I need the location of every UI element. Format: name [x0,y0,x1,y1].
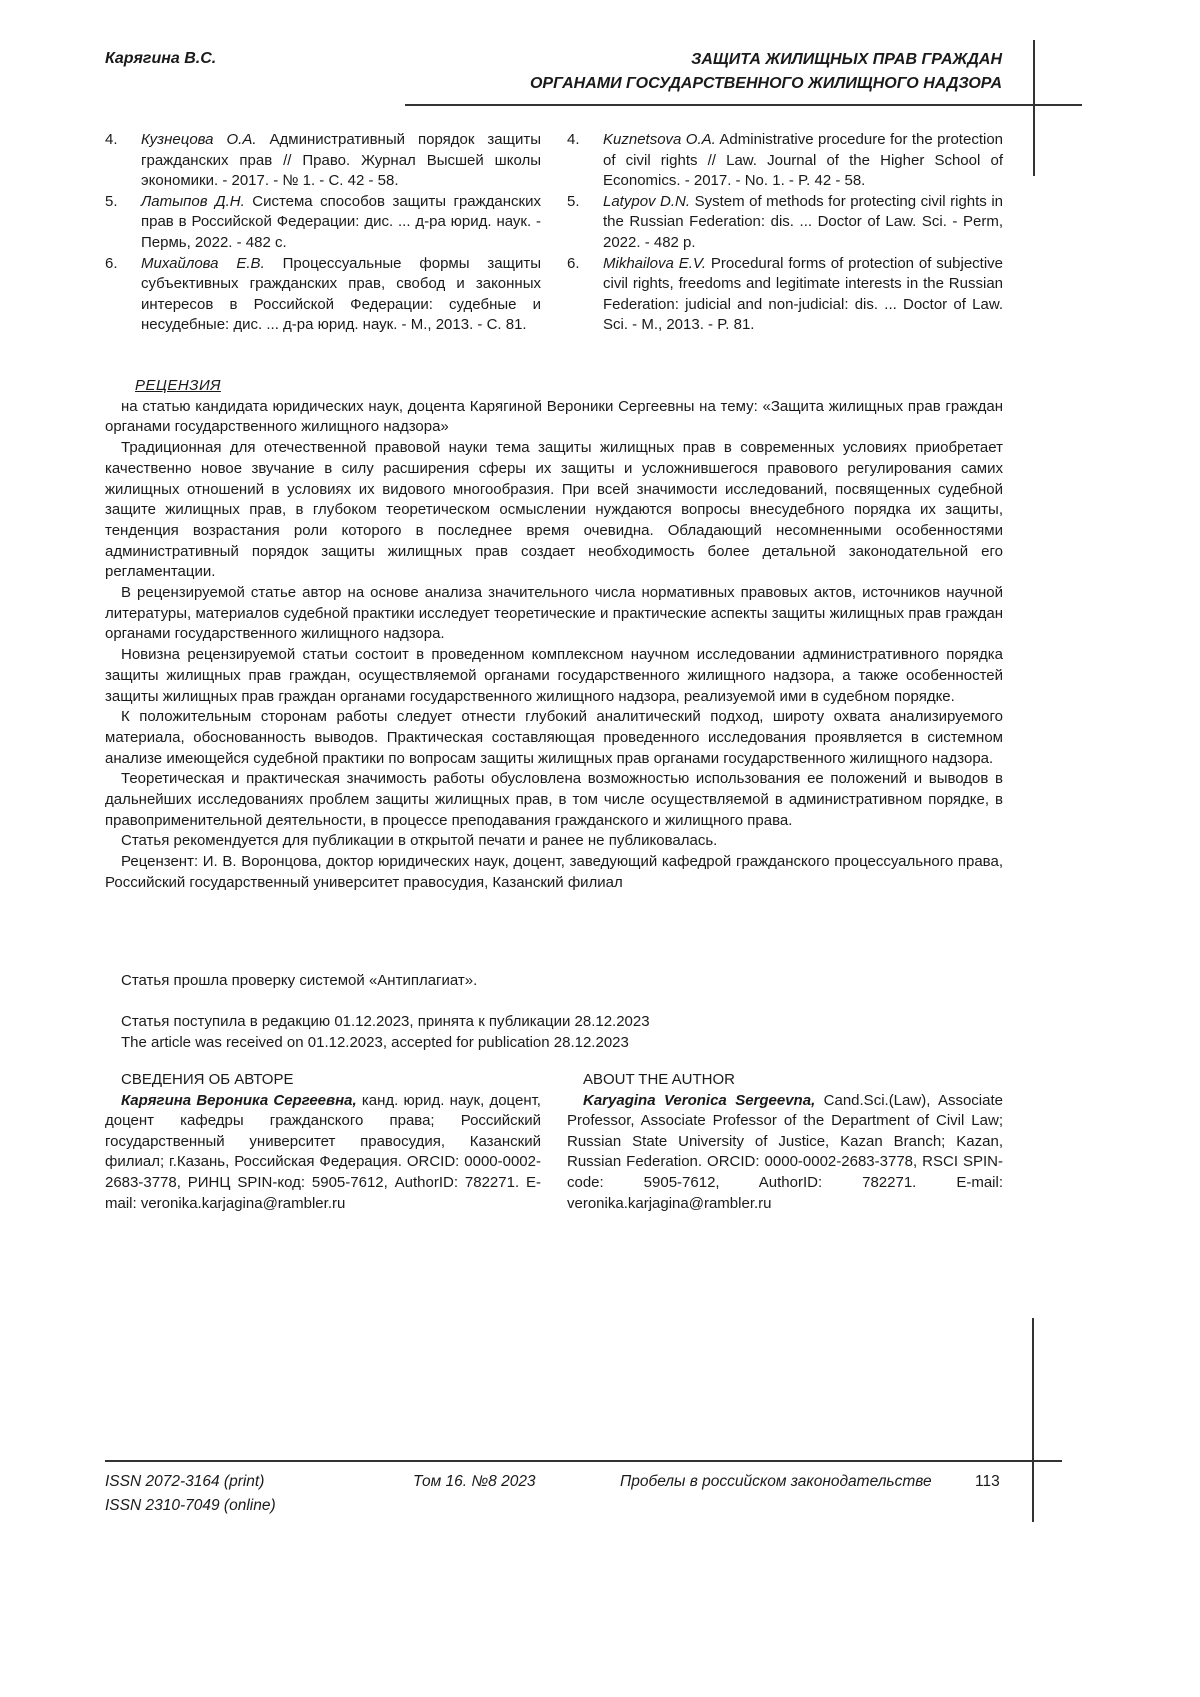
reference-number: 6. [567,254,603,336]
reference-item [567,130,1003,192]
reference-number: 6. [105,254,141,336]
reference-number: 4. [567,130,603,192]
author-name-ru: Карягина Вероника Сергеевна, [121,1092,357,1109]
reference-item [105,192,541,254]
reference-author: Латыпов Д.Н. [141,193,245,210]
author-info-en [567,1070,1003,1214]
header-rule [405,104,1082,106]
reference-text: Процессуальные формы защиты субъективных гражданских прав, свобод и законных интересов в Российской Федерации: судебные и несудебные: дис. ... д-ра юрид. наук. - М., 2013. - С. 81. [141,255,541,334]
running-header-author: Карягина В.С. [105,50,216,68]
header-title-line-2: ОРГАНАМИ ГОСУДАРСТВЕННОГО ЖИЛИЩНОГО НАДЗОРА [530,72,1002,96]
header-title-line-1: ЗАЩИТА ЖИЛИЩНЫХ ПРАВ ГРАЖДАН [530,48,1002,72]
review-paragraph: Новизна рецензируемой статьи состоит в проведенном комплексном научном исследовании административного порядка защиты жилищных прав граждан, осуществляемой органами государственного жилищного надзора, а также особенностей защиты жилищных прав граждан органами государственного жилищного надзора, реализуемой ими в судебном порядке. [105,645,1003,707]
reference-text: System of methods for protecting civil rights in the Russian Federation: dis. ... Doctor of Law. Sci. - Perm, 2022. - 482 p. [603,193,1003,251]
reference-number: 5. [105,192,141,254]
author-heading-ru: СВЕДЕНИЯ ОБ АВТОРЕ [105,1070,541,1091]
footer-journal: Пробелы в российском законодательстве [620,1470,932,1494]
antiplagiat-note: Статья прошла проверку системой «Антиплагиат». [121,971,477,992]
review-paragraph: Традиционная для отечественной правовой науки тема защиты жилищных прав в современных условиях приобретает качественно новое звучание в силу расширения сферы их защиты и усложнившегося правового регулирования самих жилищных отношений в условиях их видового многообразия. При всей значимости исследований, посвященных судебной защите жилищных прав, в глубоком теоретическом осмыслении нуждаются вопросы внесудебного порядка их защиты, тенденция возрастания роли которого в последнее время очевидна. Обладающий несомненными особенностями административный порядок защиты жилищных прав создает необходимость более детальной законодательной его регламентации. [105,438,1003,583]
reference-item [105,130,541,192]
review-title: РЕЦЕНЗИЯ [135,376,1003,397]
author-details-en: Cand.Sci.(Law), Associate Professor, Associate Professor of the Department of Civil Law; Russian State University of Justice, Kazan Branch; Kazan, Russian Federation. ORCID: 0000-0002-2683-3778, RSCI SPIN-code: 5905-7612, AuthorID: 782271. E-mail: veronika.karjagina@rambler.ru [567,1092,1003,1212]
review-paragraph: Статья рекомендуется для публикации в открытой печати и ранее не публиковалась. [105,831,1003,852]
references-english [567,130,1003,336]
references-russian [105,130,541,336]
header-crop-mark [1033,40,1035,176]
reference-author: Latypov D.N. [603,193,690,210]
dates [121,1012,650,1053]
footer-rule [105,1460,1062,1462]
reference-author: Kuznetsova O.A. [603,131,716,148]
dates-ru: Статья поступила в редакцию 01.12.2023, принята к публикации 28.12.2023 [121,1012,650,1033]
footer-issn [105,1470,276,1518]
author-heading-en: ABOUT THE AUTHOR [567,1070,1003,1091]
running-header-title [530,48,1002,96]
reference-number: 4. [105,130,141,192]
reference-author: Михайлова Е.В. [141,255,265,272]
review-paragraph: Теоретическая и практическая значимость работы обусловлена возможностью использования ее положений и выводов в дальнейших исследованиях проблем защиты жилищных прав, в том числе осуществляемой в административном порядке, в правоприменительной деятельности, в процессе преподавания гражданского и жилищного права. [105,769,1003,831]
reference-text: Procedural forms of protection of subjective civil rights, freedoms and legitimate interests in the Russian Federation: judicial and non-judicial: dis. ... Doctor of Law. Sci. - M., 2013. - P. 81. [603,255,1003,334]
footer-crop-mark [1032,1318,1034,1522]
review-paragraph: на статью кандидата юридических наук, доцента Карягиной Вероники Сергеевны на тему: «Защита жилищных прав граждан органами государственного жилищного надзора» [105,397,1003,438]
reference-author: Кузнецова О.А. [141,131,257,148]
author-info-ru [105,1070,541,1214]
reference-item [567,192,1003,254]
reference-item [567,254,1003,336]
issn-print: ISSN 2072-3164 (print) [105,1470,276,1494]
reference-text: Административный порядок защиты гражданских прав // Право. Журнал Высшей школы экономики. - 2017. - № 1. - С. 42 - 58. [141,131,541,189]
review-paragraph: К положительным сторонам работы следует отнести глубокий аналитический подход, широту охвата анализируемого материала, обоснованность выводов. Практическая составляющая проведенного исследования проявляется в системном анализе имеющейся судебной практики по вопросам защиты жилищных прав органами государственного жилищного надзора. [105,707,1003,769]
reference-text: Система способов защиты гражданских прав в Российской Федерации: дис. ... д-ра юрид. наук. - Пермь, 2022. - 482 с. [141,193,541,251]
reviewer: Рецензент: И. В. Воронцова, доктор юридических наук, доцент, заведующий кафедрой гражданского процессуального права, Российский государственный университет правосудия, Казанский филиал [105,852,1003,893]
reference-item [105,254,541,336]
reference-number: 5. [567,192,603,254]
author-details-ru: канд. юрид. наук, доцент, доцент кафедры гражданского права; Российский государственный университет правосудия, Казанский филиал; г.Казань, Российская Федерация. ORCID: 0000-0002-2683-3778, РИНЦ SPIN-код: 5905-7612, AuthorID: 782271. E-mail: veronika.karjagina@rambler.ru [105,1092,541,1212]
issn-online: ISSN 2310-7049 (online) [105,1494,276,1518]
dates-en: The article was received on 01.12.2023, accepted for publication 28.12.2023 [121,1033,650,1054]
footer-volume: Том 16. №8 2023 [413,1470,536,1494]
reference-text: Administrative procedure for the protection of civil rights // Law. Journal of the Higher School of Economics. - 2017. - No. 1. - P. 42 - 58. [603,131,1003,189]
page-number: 113 [975,1470,1000,1494]
review-section [105,376,1003,894]
reference-author: Mikhailova E.V. [603,255,706,272]
author-name-en: Karyagina Veronica Sergeevna, [583,1092,815,1109]
review-paragraph: В рецензируемой статье автор на основе анализа значительного числа нормативных правовых актов, источников научной литературы, материалов судебной практики исследует теоретические и практические аспекты защиты жилищных прав граждан органами государственного жилищного надзора. [105,583,1003,645]
